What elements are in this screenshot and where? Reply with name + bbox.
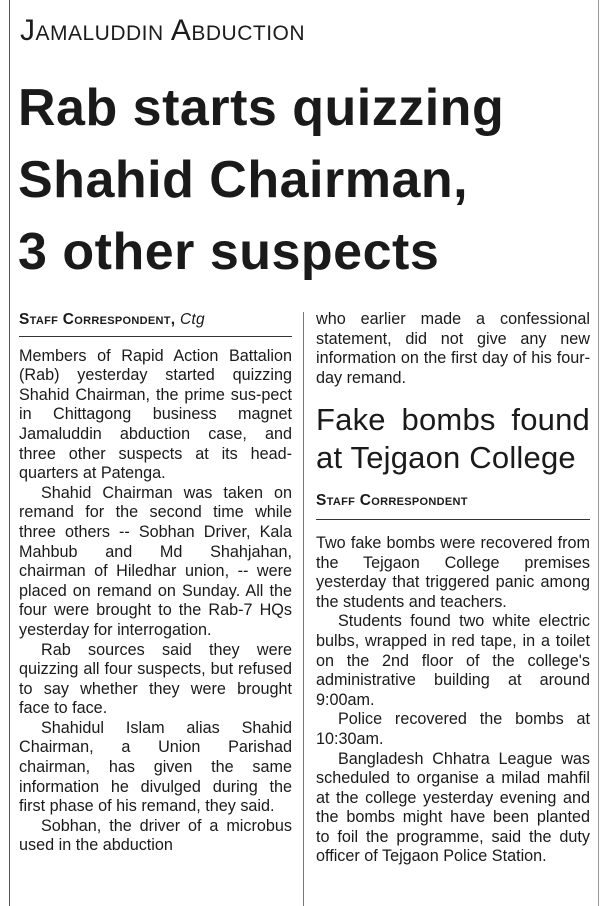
article-paragraph: Rab sources said they were quizzing all four suspects, but refused to say whether they were brought face to face. (19, 640, 292, 718)
byline-author: Staff Correspondent, (19, 311, 176, 328)
article-paragraph: Sobhan, the driver of a microbus used in the abduction (19, 816, 292, 855)
headline-line-3: 3 other suspects (18, 223, 440, 281)
article-paragraph: Shahidul Islam alias Shahid Chairman, a Union Parishad chairman, has given the same information he divulged during the first phase of his remand, they said. (19, 718, 292, 816)
article-continuation: who earlier made a confessional statement, did not give any new information on the first day of his four-day remand. (316, 310, 590, 387)
article-paragraph: Shahid Chairman was taken on remand for the second time while three others -- Sobhan Driver, Kala Mahbub and Md Shahjahan, chairman of Hiledhar union, -- were placed on remand on Sunday. All the four were brought to the Rab-7 HQs yesterday for interrogation. (19, 483, 292, 639)
article-paragraph: Two fake bombs were recovered from the Tejgaon College premises yesterday that triggered panic among the students and teachers. (316, 533, 590, 611)
secondary-byline: Staff Correspondent (316, 491, 590, 520)
column-divider (303, 312, 304, 906)
headline-line-1: Rab starts quizzing (18, 79, 505, 137)
article-paragraph: Bangladesh Chhatra League was scheduled to organise a milad mahfil at the college yesterday evening and the bombs might have been planted to foil the programme, said the duty officer of Tejgaon Police Station. (316, 749, 590, 866)
secondary-headline: Fake bombs found at Tejgaon College (316, 402, 590, 476)
article-column-2 (316, 310, 590, 867)
main-headline (18, 72, 598, 288)
section-kicker: Jamaluddin Abduction (20, 14, 306, 47)
left-border-rule (9, 0, 10, 906)
article-paragraph: Members of Rapid Action Battalion (Rab) yesterday started quizzing Shahid Chairman, the prime sus-pect in Chittagong business magnet Jamaluddin abduction case, and three other suspects at its head-quarters at Patenga. (19, 346, 292, 483)
right-border-rule (598, 0, 599, 906)
article-column-1 (19, 310, 292, 856)
byline-location: Ctg (179, 311, 205, 328)
byline (19, 310, 292, 337)
headline-line-2: Shahid Chairman, (18, 151, 469, 209)
article-paragraph: Students found two white electric bulbs, wrapped in red tape, in a toilet on the 2nd floor of the college's administrative building at around 9:00am. (316, 612, 590, 709)
article-paragraph: Police recovered the bombs at 10:30am. (316, 710, 590, 748)
